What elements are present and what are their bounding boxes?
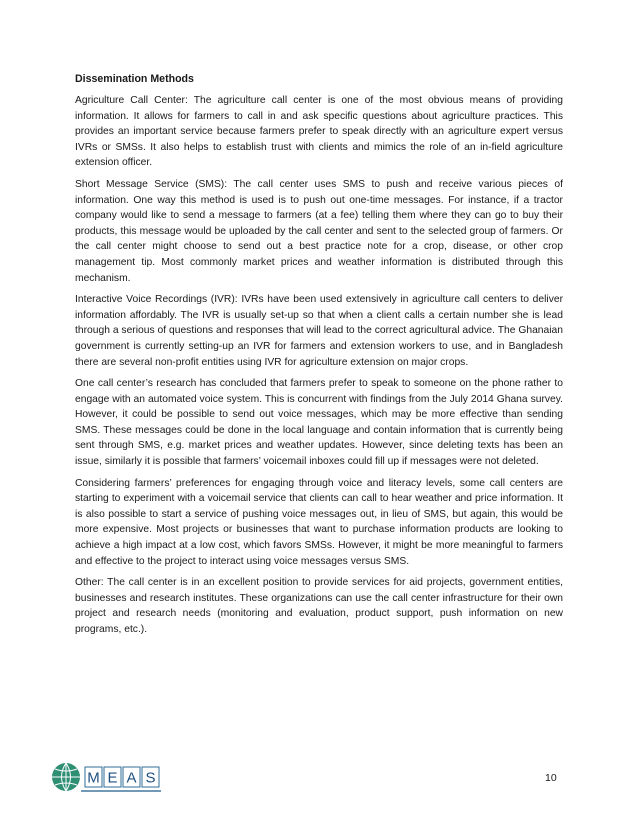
logo-letter: M bbox=[87, 769, 100, 787]
section-heading: Dissemination Methods bbox=[75, 73, 194, 85]
paragraph-sms: Short Message Service (SMS): The call center uses SMS to push and receive various pieces of information. One way this method is used is to push out one-time messages. For instance, if a tractor company would like to send a message to farmers (at a fee) telling them where they can go to buy their products, this message would be uploaded by the call center and sent to the selected group of farmers. Or the call center might choose to send out a best practice note for a crop, disease, or other crop management tip. Most commonly market prices and weather information is distributed through this mechanism. bbox=[75, 178, 563, 284]
meas-logo bbox=[51, 760, 163, 794]
page-content bbox=[75, 72, 563, 644]
globe-icon bbox=[52, 763, 80, 791]
paragraph-other: Other: The call center is in an excellent position to provide services for aid projects, government entities, businesses and research institutes. These organizations can use the call center infrastructure for their own project and research needs (monitoring and evaluation, product support, push information on new programs, etc.). bbox=[75, 577, 563, 635]
paragraph-preferences: Considering farmers’ preferences for engaging through voice and literacy levels, some call centers are starting to experiment with a voicemail service that clients can call to hear weather and price information. It is also possible to start a service of pushing voice messages out, in lieu of SMS, but again, this would be more expensive. Most projects or businesses that want to purchase information products are looking to achieve a high impact at a low cost, which favors SMSs. However, it might be more meaningful to farmers and effective to the project to interact using voice messages versus SMS. bbox=[75, 477, 563, 567]
page-number: 10 bbox=[545, 772, 557, 784]
logo-letter: E bbox=[107, 769, 118, 787]
paragraph-research: One call center’s research has concluded that farmers prefer to speak to someone on the phone rather to engage with an automated voice system. This is concurrent with findings from the July 2014 Ghana survey. However, it could be possible to send out voice messages, which may be more effective than sending SMS. These messages could be done in the local language and contain information that is currently being sent through SMS, e.g. market prices and weather updates. However, since deleting texts has been an issue, similarly it is possible that farmers’ voicemail inboxes could fill up if messages were not deleted. bbox=[75, 378, 563, 468]
paragraph-ivr: Interactive Voice Recordings (IVR): IVRs have been used extensively in agriculture call centers to deliver information affordably. The IVR is usually set-up so that when a client calls a certain number she is lead through a serious of questions and responses that will lead to the correct agricultural advice. The Ghanaian government is currently setting-up an IVR for farmers and extension workers to use, and in Bangladesh there are several non-profit entities using IVR for agriculture extension on major crops. bbox=[75, 294, 563, 368]
logo-letter: S bbox=[145, 769, 156, 787]
paragraph-call-center: Agriculture Call Center: The agriculture call center is one of the most obvious means of providing information. It allows for farmers to call in and ask specific questions about agriculture practices. This provides an important service because farmers prefer to speak directly with an agriculture expert versus IVRs or SMSs. It also helps to establish trust with clients and mimics the role of an in-field agriculture extension officer. bbox=[75, 95, 563, 169]
logo-letter: A bbox=[126, 769, 137, 787]
logo-letter-boxes bbox=[85, 767, 159, 787]
